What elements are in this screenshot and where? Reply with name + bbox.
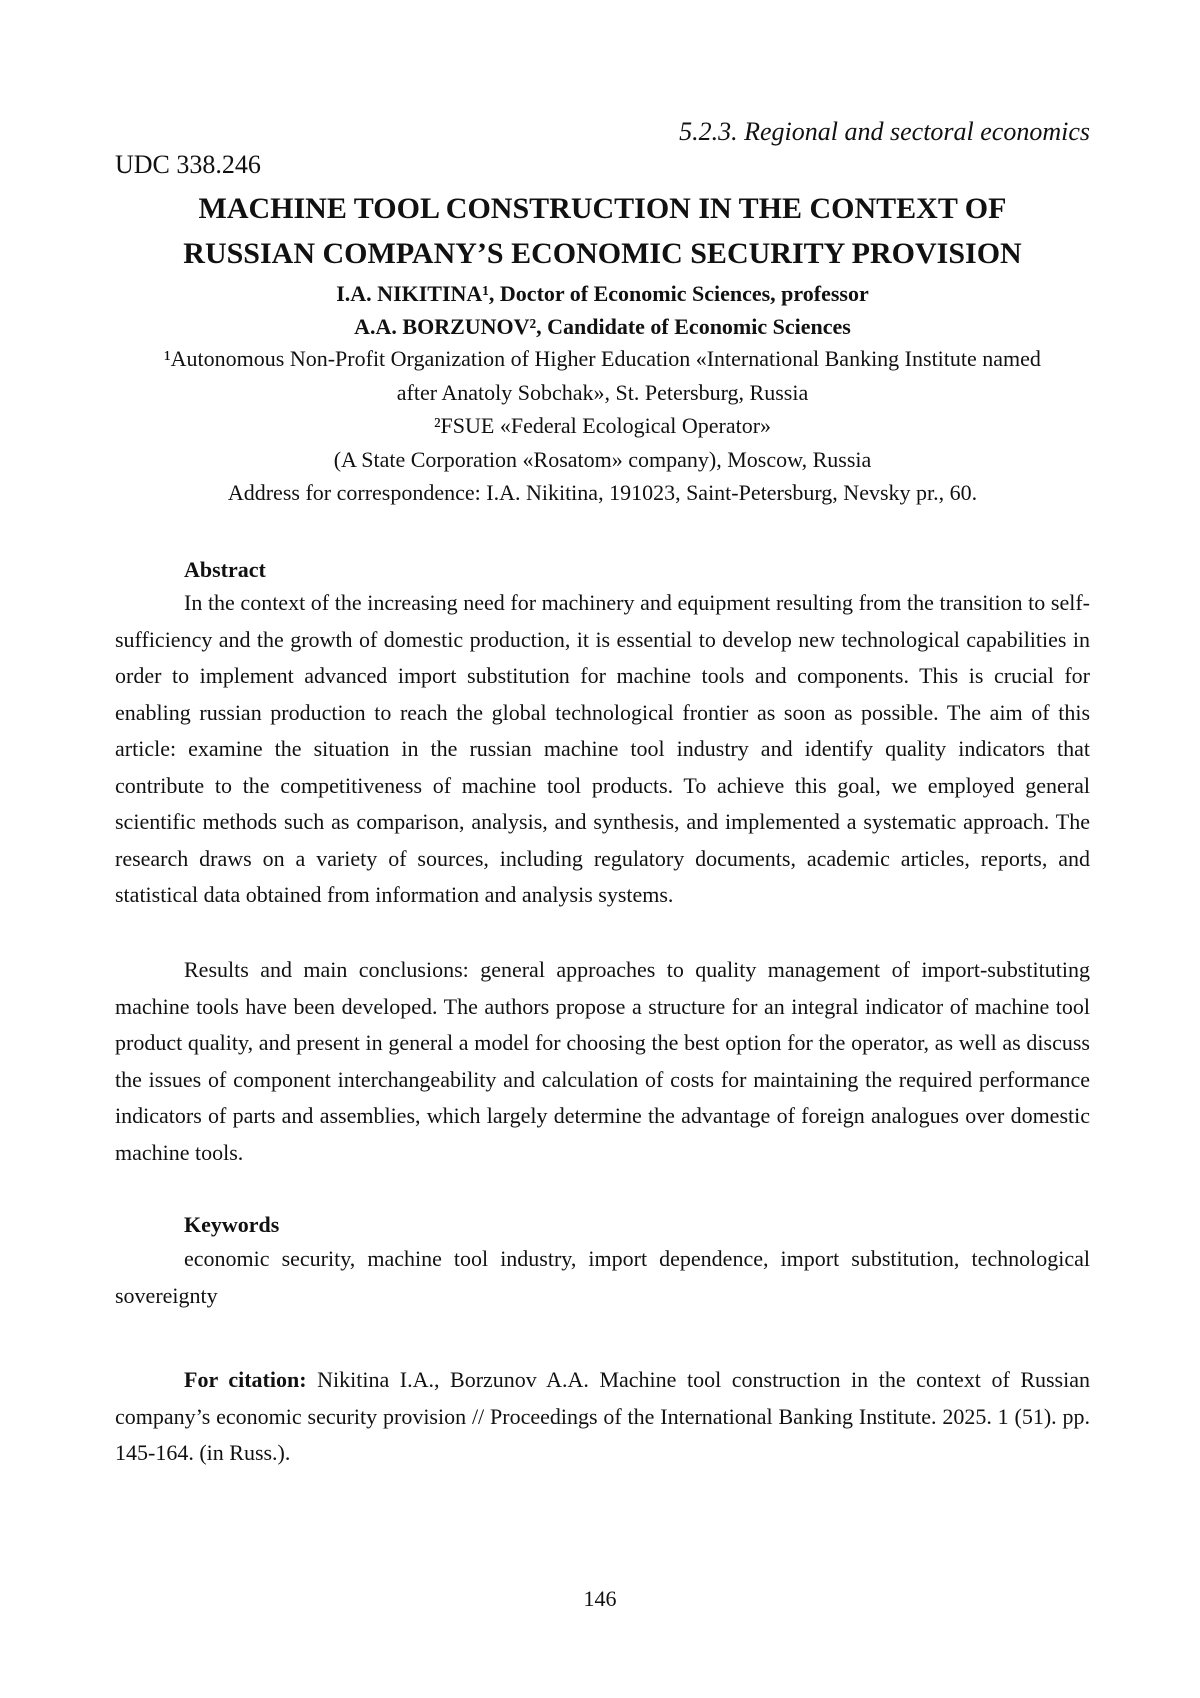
title-line-2: RUSSIAN COMPANY’S ECONOMIC SECURITY PROVISION (183, 237, 1022, 270)
author-2: A.A. BORZUNOV², Candidate of Economic Sciences (354, 314, 851, 339)
citation-label: For citation: (184, 1367, 307, 1392)
udc-code: UDC 338.246 (115, 150, 261, 179)
abstract-paragraph-1: In the context of the increasing need for machinery and equipment resulting from the transition to self-sufficiency and the growth of domestic production, it is essential to develop new technological capabilities in order to implement advanced import substitution for machine tools and components. This is crucial for enabling russian production to reach the global technological frontier as soon as possible. The aim of this article: examine the situation in the russian machine tool industry and identify quality indicators that contribute to the competitiveness of machine tool products. To achieve this goal, we employed general scientific methods such as comparison, analysis, and synthesis, and implemented a systematic approach. The research draws on a variety of sources, including regulatory documents, academic articles, reports, and statistical data obtained from information and analysis systems. (115, 590, 1090, 907)
keywords-text: economic security, machine tool industry, import dependence, import substitution, technological sovereignty (115, 1246, 1090, 1308)
title-line-1: MACHINE TOOL CONSTRUCTION IN THE CONTEXT OF (198, 192, 1007, 225)
abstract-paragraph-2: Results and main conclusions: general approaches to quality management of import-substituting machine tools have been developed. The authors propose a structure for an integral indicator of machine tool product quality, and present in general a model for choosing the best option for the operator, as well as discuss the issues of component interchangeability and calculation of costs for maintaining the required performance indicators of parts and assemblies, which largely determine the advantage of foreign analogues over domestic machine tools. (115, 957, 1090, 1165)
page-number: 146 (583, 1586, 617, 1611)
affiliation-line-3: ²FSUE «Federal Ecological Operator» (433, 413, 772, 438)
abstract-heading: Abstract (184, 557, 266, 582)
section-code: 5.2.3. Regional and sectoral economics (679, 117, 1090, 146)
citation-paragraph (115, 1362, 1090, 1472)
article-title (115, 186, 1090, 276)
author-list (115, 277, 1090, 343)
affiliation-list (115, 342, 1090, 510)
author-1: I.A. NIKITINA¹, Doctor of Economic Sciences, professor (336, 281, 869, 306)
affiliation-line-1: ¹Autonomous Non-Profit Organization of Higher Education «International Banking Institute named (164, 346, 1041, 371)
keywords-heading: Keywords (184, 1212, 280, 1237)
affiliation-line-2: after Anatoly Sobchak», St. Petersburg, Russia (396, 379, 809, 405)
correspondence-address: Address for correspondence: I.A. Nikitina, 191023, Saint-Petersburg, Nevsky pr., 60. (227, 480, 978, 505)
citation-text: Nikitina I.A., Borzunov A.A. Machine tool construction in the context of Russian company’s economic security provision // Proceedings of the International Banking Institute. 2025. 1 (51). pp. 145-164. (in Russ.). (115, 1367, 1090, 1465)
affiliation-line-4: (A State Corporation «Rosatom» company), Moscow, Russia (333, 446, 872, 472)
